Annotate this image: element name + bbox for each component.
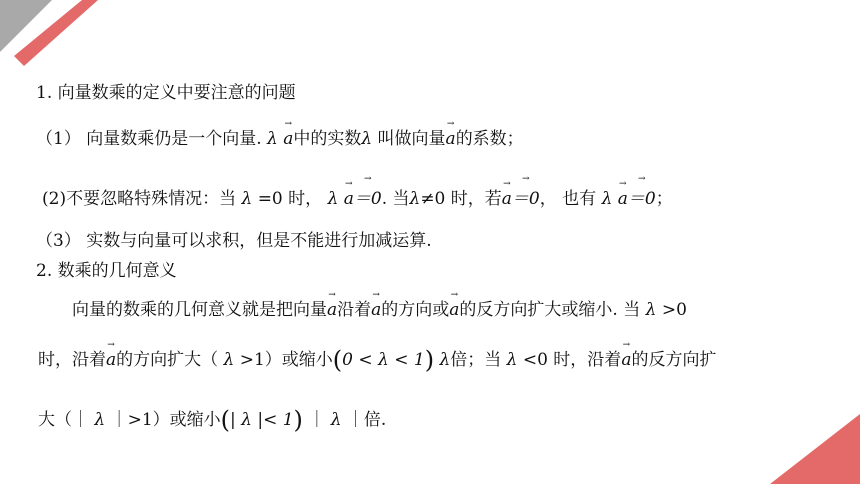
vector-a: → a: [445, 119, 456, 149]
item-2: (2)不要忽略特殊情况：当 λ =0 时， λ → a → ＝0. 当λ≠0 时，若 → a → ＝0， 也有 λ → a → ＝0；: [42, 174, 673, 209]
heading-1: 1. 向量数乘的定义中要注意的问题: [36, 83, 296, 103]
zero-vector: → ＝0: [511, 174, 540, 209]
vector-a: → a: [501, 179, 512, 209]
vector-a: → a: [449, 290, 460, 320]
vector-a: → a: [371, 290, 382, 320]
vector-a: → a: [106, 340, 117, 370]
item-3: （3） 实数与向量可以求积，但是不能进行加减运算.: [36, 231, 432, 251]
paragraph-line-1: 向量的数乘的几何意义就是把向量 → a沿着 → a的方向或 → a的反方向扩大或缩小. 当 λ >0: [72, 290, 687, 320]
vector-a: → a: [621, 340, 632, 370]
corner-decoration-top-left: [0, 0, 120, 80]
item-1: （1） 向量数乘仍是一个向量. λ → a中的实数λ 叫做向量 → a的系数；: [36, 119, 524, 149]
zero-vector: → ＝0: [627, 174, 656, 209]
zero-vector: → ＝0: [353, 174, 382, 209]
heading-2: 2. 数乘的几何意义: [36, 261, 177, 281]
vector-a: → a: [283, 119, 294, 149]
paragraph-line-2: 时，沿着 → a的方向扩大（ λ >1）或缩小(0 < λ < 1) λ倍；当 λ <0 时，沿着 → a的反方向扩: [38, 340, 717, 374]
paragraph-line-3: 大（｜ λ ｜>1）或缩小(| λ |< 1) ｜ λ ｜倍.: [38, 406, 387, 434]
vector-a: → a: [343, 179, 354, 209]
vector-a: → a: [617, 179, 628, 209]
vector-a: → a: [327, 290, 338, 320]
